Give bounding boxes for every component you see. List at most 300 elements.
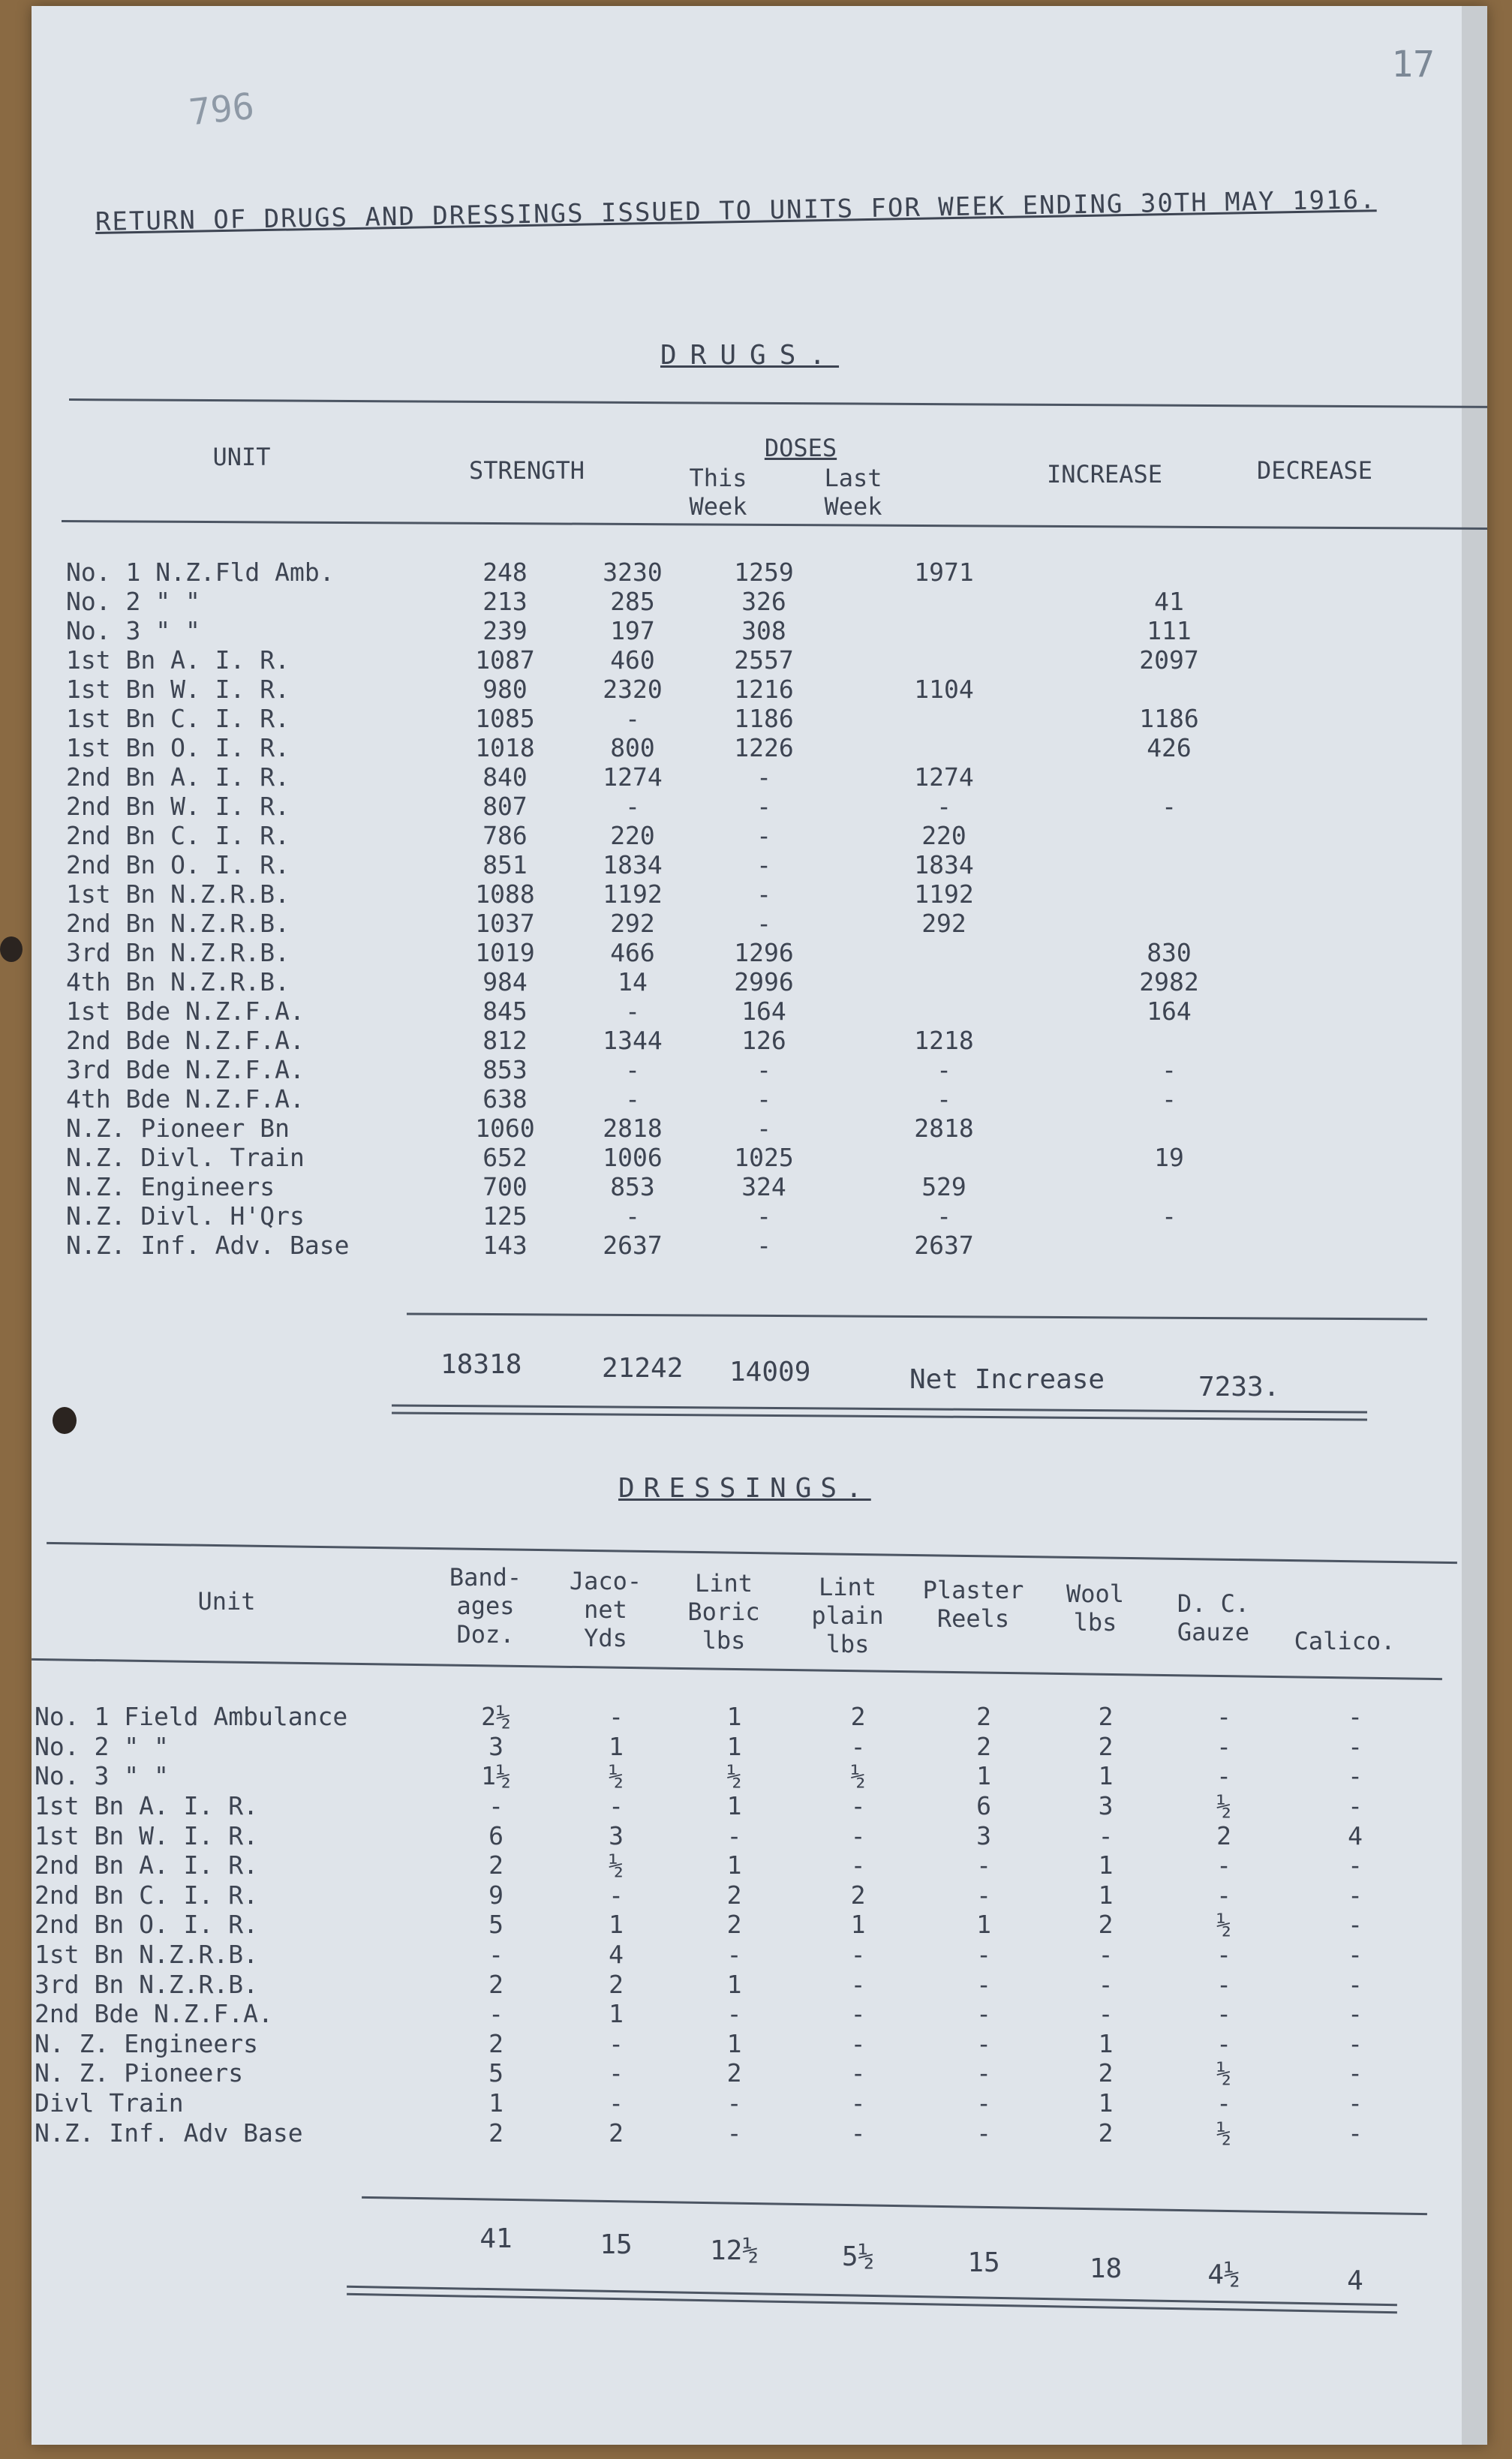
total-lint-boric: 12½ bbox=[709, 2235, 759, 2266]
lint-plain-value: - bbox=[850, 1850, 866, 1880]
calico-value: - bbox=[1348, 1940, 1363, 1970]
unit-name: 1st Bn A. I. R. bbox=[66, 645, 290, 675]
jaconet-value: - bbox=[609, 1791, 624, 1821]
dc-gauze-value: ½ bbox=[1216, 2118, 1231, 2148]
calico-value: - bbox=[1348, 1910, 1363, 1940]
jaconet-value: ½ bbox=[609, 1850, 624, 1880]
dc-gauze-value: - bbox=[1216, 1731, 1231, 1761]
dc-gauze-value: - bbox=[1216, 1940, 1231, 1970]
dc-gauze-value: ½ bbox=[1216, 1910, 1231, 1940]
this-week-value: 2637 bbox=[603, 1231, 663, 1260]
decrease-value: 19 bbox=[1154, 1143, 1184, 1172]
last-week-value: 2996 bbox=[734, 967, 794, 997]
table-row bbox=[32, 1940, 1426, 1970]
table-row bbox=[63, 938, 1282, 967]
table-row bbox=[32, 1969, 1426, 1999]
header-strength: STRENGTH bbox=[468, 456, 585, 485]
increase-value bbox=[831, 704, 1057, 733]
dc-gauze-value: - bbox=[1216, 1702, 1231, 1732]
decrease-value bbox=[1057, 762, 1282, 792]
lint-boric-value: 2 bbox=[726, 2058, 742, 2088]
unit-name: 2nd Bn O. I. R. bbox=[66, 850, 290, 879]
wool-value: 2 bbox=[1098, 2118, 1114, 2148]
calico-value: - bbox=[1348, 1999, 1363, 2029]
lint-plain-value: - bbox=[850, 2118, 866, 2148]
decrease-value: 111 bbox=[1147, 616, 1192, 645]
unit-name: 1st Bn A. I. R. bbox=[35, 1791, 259, 1821]
strength-value: 700 bbox=[482, 1172, 528, 1201]
lint-plain-value: 1 bbox=[850, 1910, 866, 1940]
strength-value: 840 bbox=[482, 762, 528, 792]
plaster-value: 3 bbox=[976, 1820, 991, 1850]
double-rule bbox=[392, 1411, 1367, 1420]
wool-value: - bbox=[1098, 1969, 1114, 1999]
table-row bbox=[32, 1850, 1426, 1880]
last-week-value: 126 bbox=[741, 1026, 786, 1055]
strength-value: 239 bbox=[482, 616, 528, 645]
table-row bbox=[63, 1026, 1282, 1055]
divider bbox=[69, 398, 1487, 408]
total-bandages: 41 bbox=[479, 2223, 513, 2254]
table-row bbox=[63, 792, 1282, 821]
total-wool: 18 bbox=[1089, 2253, 1123, 2284]
unit-name: 1st Bde N.Z.F.A. bbox=[66, 997, 305, 1026]
last-week-value: - bbox=[756, 909, 771, 938]
unit-name: 1st Bn N.Z.R.B. bbox=[66, 879, 290, 909]
this-week-value: 1274 bbox=[603, 762, 663, 792]
drugs-total-this-week: 21242 bbox=[602, 1353, 684, 1384]
unit-name: N. Z. Pioneers bbox=[35, 2058, 244, 2088]
header-last-week: Last Week bbox=[824, 464, 882, 521]
unit-name: N.Z. Inf. Adv Base bbox=[35, 2118, 303, 2148]
increase-value: 1274 bbox=[914, 762, 974, 792]
punch-hole bbox=[53, 1407, 77, 1434]
increase-value: - bbox=[936, 1084, 951, 1114]
header-doses: DOSES bbox=[764, 434, 837, 462]
wool-value: 1 bbox=[1098, 2088, 1114, 2118]
header-wool: Wool lbs bbox=[1066, 1580, 1125, 1637]
wool-value: - bbox=[1098, 1999, 1114, 2029]
table-row bbox=[32, 1880, 1426, 1910]
increase-value bbox=[831, 645, 1057, 675]
decrease-value bbox=[1057, 821, 1282, 850]
this-week-value: - bbox=[625, 1084, 640, 1114]
unit-name: 1st Bn C. I. R. bbox=[66, 704, 290, 733]
increase-value bbox=[831, 587, 1057, 616]
decrease-value bbox=[1057, 558, 1282, 587]
increase-value: 1218 bbox=[914, 1026, 974, 1055]
last-week-value: - bbox=[756, 1231, 771, 1260]
jaconet-value: - bbox=[609, 2028, 624, 2058]
jaconet-value: 1 bbox=[609, 1910, 624, 1940]
plaster-value: - bbox=[976, 1999, 991, 2029]
table-row bbox=[63, 1143, 1282, 1172]
jaconet-value: 3 bbox=[609, 1820, 624, 1850]
table-row bbox=[63, 967, 1282, 997]
lint-plain-value: 2 bbox=[850, 1880, 866, 1910]
total-plaster: 15 bbox=[967, 2247, 1000, 2278]
this-week-value: 853 bbox=[610, 1172, 655, 1201]
total-dc-gauze: 4½ bbox=[1207, 2259, 1240, 2290]
calico-value: - bbox=[1348, 1850, 1363, 1880]
jaconet-value: ½ bbox=[609, 1761, 624, 1791]
unit-name: 2nd Bde N.Z.F.A. bbox=[66, 1026, 305, 1055]
lint-boric-value: - bbox=[726, 1999, 742, 2029]
decrease-value: 830 bbox=[1147, 938, 1192, 967]
plaster-value: 1 bbox=[976, 1910, 991, 1940]
dc-gauze-value: - bbox=[1216, 1850, 1231, 1880]
table-row bbox=[32, 1732, 1426, 1762]
lint-plain-value: - bbox=[850, 2028, 866, 2058]
total-calico: 4 bbox=[1347, 2265, 1363, 2296]
dc-gauze-value: - bbox=[1216, 2088, 1231, 2118]
wool-value: 1 bbox=[1098, 1880, 1114, 1910]
table-row bbox=[63, 587, 1282, 616]
this-week-value: - bbox=[625, 1055, 640, 1084]
bandages-value: 2 bbox=[488, 2118, 503, 2148]
unit-name: 2nd Bn O. I. R. bbox=[35, 1910, 259, 1940]
drugs-section-title: DRUGS. bbox=[660, 340, 840, 371]
this-week-value: - bbox=[625, 792, 640, 821]
strength-value: 1060 bbox=[475, 1114, 535, 1143]
header-this-week: This Week bbox=[689, 464, 747, 521]
strength-value: 853 bbox=[482, 1055, 528, 1084]
bandages-value: 2 bbox=[488, 2028, 503, 2058]
last-week-value: 1025 bbox=[734, 1143, 794, 1172]
divider bbox=[362, 2196, 1427, 2215]
unit-name: 2nd Bde N.Z.F.A. bbox=[35, 1999, 273, 2029]
table-row bbox=[32, 1761, 1426, 1791]
this-week-value: - bbox=[625, 997, 640, 1026]
net-increase-value: 7233. bbox=[1198, 1372, 1280, 1402]
jaconet-value: 1 bbox=[609, 1731, 624, 1761]
plaster-value: - bbox=[976, 1880, 991, 1910]
calico-value: - bbox=[1348, 2058, 1363, 2088]
decrease-value: 41 bbox=[1154, 587, 1184, 616]
unit-name: 1st Bn W. I. R. bbox=[35, 1820, 259, 1850]
strength-value: 1018 bbox=[475, 733, 535, 762]
lint-boric-value: 1 bbox=[726, 1850, 742, 1880]
table-row bbox=[63, 821, 1282, 850]
strength-value: 1088 bbox=[475, 879, 535, 909]
bandages-value: - bbox=[488, 1791, 503, 1821]
unit-name: No. 1 N.Z.Fld Amb. bbox=[66, 558, 335, 587]
header-unit: UNIT bbox=[212, 443, 271, 471]
last-week-value: - bbox=[756, 879, 771, 909]
decrease-value: - bbox=[1162, 1084, 1177, 1114]
strength-value: 248 bbox=[482, 558, 528, 587]
this-week-value: 292 bbox=[610, 909, 655, 938]
lint-plain-value: 2 bbox=[850, 1702, 866, 1732]
lint-plain-value: - bbox=[850, 1820, 866, 1850]
unit-name: 4th Bn N.Z.R.B. bbox=[66, 967, 290, 997]
last-week-value: - bbox=[756, 1055, 771, 1084]
strength-value: 1085 bbox=[475, 704, 535, 733]
last-week-value: 308 bbox=[741, 616, 786, 645]
unit-name: 1st Bn W. I. R. bbox=[66, 675, 290, 704]
increase-value: - bbox=[936, 792, 951, 821]
last-week-value: - bbox=[756, 792, 771, 821]
last-week-value: - bbox=[756, 821, 771, 850]
strength-value: 786 bbox=[482, 821, 528, 850]
calico-value: - bbox=[1348, 2028, 1363, 2058]
increase-value: 1104 bbox=[914, 675, 974, 704]
last-week-value: - bbox=[756, 850, 771, 879]
lint-plain-value: - bbox=[850, 1940, 866, 1970]
this-week-value: 3230 bbox=[603, 558, 663, 587]
header-bandages: Band- ages Doz. bbox=[449, 1563, 522, 1649]
increase-value: 292 bbox=[921, 909, 966, 938]
table-row bbox=[32, 1702, 1426, 1732]
table-row bbox=[32, 1910, 1426, 1940]
lint-plain-value: - bbox=[850, 1731, 866, 1761]
header-increase: INCREASE bbox=[1046, 460, 1163, 488]
header-lint-boric: Lint Boric lbs bbox=[687, 1569, 760, 1655]
unit-name: N.Z. Inf. Adv. Base bbox=[66, 1231, 350, 1260]
wool-value: 2 bbox=[1098, 1702, 1114, 1732]
unit-name: No. 3 " " bbox=[35, 1761, 169, 1791]
strength-value: 125 bbox=[482, 1201, 528, 1231]
increase-value bbox=[831, 733, 1057, 762]
corner-mark: 17 bbox=[1391, 44, 1435, 86]
last-week-value: 2557 bbox=[734, 645, 794, 675]
increase-value bbox=[831, 997, 1057, 1026]
table-row bbox=[63, 1201, 1282, 1231]
this-week-value: 197 bbox=[610, 616, 655, 645]
this-week-value: 1344 bbox=[603, 1026, 663, 1055]
last-week-value: 324 bbox=[741, 1172, 786, 1201]
table-row bbox=[63, 1172, 1282, 1201]
lint-boric-value: 1 bbox=[726, 1969, 742, 1999]
unit-name: 3rd Bn N.Z.R.B. bbox=[35, 1969, 259, 1999]
last-week-value: - bbox=[756, 1114, 771, 1143]
dc-gauze-value: 2 bbox=[1216, 1820, 1231, 1850]
lint-plain-value: - bbox=[850, 1969, 866, 1999]
unit-name: 2nd Bn C. I. R. bbox=[66, 821, 290, 850]
this-week-value: 1192 bbox=[603, 879, 663, 909]
strength-value: 1019 bbox=[475, 938, 535, 967]
increase-value bbox=[831, 967, 1057, 997]
plaster-value: 1 bbox=[976, 1761, 991, 1791]
table-row bbox=[63, 909, 1282, 938]
dc-gauze-value: - bbox=[1216, 1999, 1231, 2029]
last-week-value: 1186 bbox=[734, 704, 794, 733]
last-week-value: 1226 bbox=[734, 733, 794, 762]
decrease-value bbox=[1057, 879, 1282, 909]
unit-name: No. 2 " " bbox=[35, 1731, 169, 1761]
decrease-value: 2097 bbox=[1139, 645, 1199, 675]
decrease-value bbox=[1057, 850, 1282, 879]
decrease-value bbox=[1057, 1231, 1282, 1260]
decrease-value: - bbox=[1162, 1201, 1177, 1231]
calico-value: - bbox=[1348, 1791, 1363, 1821]
calico-value: - bbox=[1348, 1969, 1363, 1999]
decrease-value: - bbox=[1162, 1055, 1177, 1084]
this-week-value: - bbox=[625, 704, 640, 733]
unit-name: No. 2 " " bbox=[66, 587, 200, 616]
document-title: RETURN OF DRUGS AND DRESSINGS ISSUED TO UNITS FOR WEEK ENDING 30TH MAY 1916. bbox=[95, 185, 1377, 237]
unit-name: No. 3 " " bbox=[66, 616, 200, 645]
this-week-value: 2818 bbox=[603, 1114, 663, 1143]
total-lint-plain: 5½ bbox=[841, 2241, 875, 2272]
last-week-value: - bbox=[756, 1201, 771, 1231]
plaster-value: - bbox=[976, 1850, 991, 1880]
decrease-value bbox=[1057, 675, 1282, 704]
lint-boric-value: - bbox=[726, 1940, 742, 1970]
unit-name: N.Z. Engineers bbox=[66, 1172, 275, 1201]
drugs-total-strength: 18318 bbox=[440, 1349, 522, 1380]
this-week-value: 14 bbox=[618, 967, 648, 997]
increase-value bbox=[831, 1143, 1057, 1172]
increase-value: 529 bbox=[921, 1172, 966, 1201]
this-week-value: 1834 bbox=[603, 850, 663, 879]
increase-value: - bbox=[936, 1055, 951, 1084]
strength-value: 845 bbox=[482, 997, 528, 1026]
unit-name: 1st Bn N.Z.R.B. bbox=[35, 1940, 259, 1970]
unit-name: 3rd Bde N.Z.F.A. bbox=[66, 1055, 305, 1084]
table-row bbox=[32, 2118, 1426, 2148]
calico-value: - bbox=[1348, 2088, 1363, 2118]
increase-value: 1192 bbox=[914, 879, 974, 909]
bandages-value: 2 bbox=[488, 1969, 503, 1999]
plaster-value: - bbox=[976, 2088, 991, 2118]
strength-value: 807 bbox=[482, 792, 528, 821]
increase-value: 2818 bbox=[914, 1114, 974, 1143]
strength-value: 652 bbox=[482, 1143, 528, 1172]
table-row bbox=[63, 704, 1282, 733]
last-week-value: 1296 bbox=[734, 938, 794, 967]
this-week-value: 285 bbox=[610, 587, 655, 616]
total-jaconet: 15 bbox=[600, 2229, 633, 2260]
table-row bbox=[63, 1084, 1282, 1114]
document-page bbox=[32, 6, 1487, 2445]
strength-value: 638 bbox=[482, 1084, 528, 1114]
wool-value: - bbox=[1098, 1940, 1114, 1970]
calico-value: - bbox=[1348, 2118, 1363, 2148]
unit-name: N.Z. Divl. Train bbox=[66, 1143, 305, 1172]
last-week-value: 326 bbox=[741, 587, 786, 616]
divider bbox=[32, 1658, 1442, 1680]
increase-value: - bbox=[936, 1201, 951, 1231]
strength-value: 143 bbox=[482, 1231, 528, 1260]
table-row bbox=[63, 733, 1282, 762]
this-week-value: 220 bbox=[610, 821, 655, 850]
table-row bbox=[63, 762, 1282, 792]
table-row bbox=[32, 1791, 1426, 1821]
lint-plain-value: - bbox=[850, 1791, 866, 1821]
jaconet-value: 2 bbox=[609, 1969, 624, 1999]
lint-plain-value: ½ bbox=[850, 1761, 866, 1791]
wool-value: 3 bbox=[1098, 1791, 1114, 1821]
dc-gauze-value: - bbox=[1216, 1880, 1231, 1910]
unit-name: 4th Bde N.Z.F.A. bbox=[66, 1084, 305, 1114]
decrease-value: 426 bbox=[1147, 733, 1192, 762]
jaconet-value: - bbox=[609, 1702, 624, 1732]
decrease-value: 164 bbox=[1147, 997, 1192, 1026]
calico-value: - bbox=[1348, 1702, 1363, 1732]
table-row bbox=[32, 1820, 1426, 1850]
header-plaster: Plaster Reels bbox=[922, 1576, 1024, 1633]
last-week-value: - bbox=[756, 762, 771, 792]
unit-name: 1st Bn O. I. R. bbox=[66, 733, 290, 762]
bandages-value: 5 bbox=[488, 1910, 503, 1940]
strength-value: 980 bbox=[482, 675, 528, 704]
bandages-value: 2 bbox=[488, 1850, 503, 1880]
wool-value: 1 bbox=[1098, 1761, 1114, 1791]
calico-value: 4 bbox=[1348, 1820, 1363, 1850]
increase-value bbox=[831, 616, 1057, 645]
bandages-value: - bbox=[488, 1999, 503, 2029]
jaconet-value: 2 bbox=[609, 2118, 624, 2148]
header-dc-gauze: D. C. Gauze bbox=[1177, 1589, 1250, 1646]
lint-plain-value: - bbox=[850, 1999, 866, 2029]
last-week-value: 164 bbox=[741, 997, 786, 1026]
calico-value: - bbox=[1348, 1731, 1363, 1761]
unit-name: No. 1 Field Ambulance bbox=[35, 1702, 348, 1732]
unit-name: 3rd Bn N.Z.R.B. bbox=[66, 938, 290, 967]
lint-boric-value: 1 bbox=[726, 1702, 742, 1732]
bandages-value: 1 bbox=[488, 2088, 503, 2118]
plaster-value: - bbox=[976, 2028, 991, 2058]
plaster-value: - bbox=[976, 2058, 991, 2088]
this-week-value: 2320 bbox=[603, 675, 663, 704]
table-row bbox=[32, 2058, 1426, 2088]
this-week-value: - bbox=[625, 1201, 640, 1231]
dressings-section-title: DRESSINGS. bbox=[618, 1473, 871, 1504]
unit-name: 2nd Bn A. I. R. bbox=[35, 1850, 259, 1880]
header-lint-plain: Lint plain lbs bbox=[811, 1573, 884, 1658]
bandages-value: 3 bbox=[488, 1731, 503, 1761]
table-row bbox=[63, 850, 1282, 879]
wool-value: - bbox=[1098, 1820, 1114, 1850]
dc-gauze-value: ½ bbox=[1216, 1791, 1231, 1821]
strength-value: 984 bbox=[482, 967, 528, 997]
table-row bbox=[63, 997, 1282, 1026]
lint-plain-value: - bbox=[850, 2058, 866, 2088]
bandages-value: 9 bbox=[488, 1880, 503, 1910]
wool-value: 1 bbox=[1098, 1850, 1114, 1880]
table-row bbox=[63, 1114, 1282, 1143]
header-unit: Unit bbox=[197, 1587, 256, 1616]
decrease-value: 2982 bbox=[1139, 967, 1199, 997]
lint-boric-value: 1 bbox=[726, 1731, 742, 1761]
calico-value: - bbox=[1348, 1761, 1363, 1791]
lint-boric-value: ½ bbox=[726, 1761, 742, 1791]
plaster-value: 2 bbox=[976, 1702, 991, 1732]
divider bbox=[407, 1312, 1427, 1320]
jaconet-value: - bbox=[609, 1880, 624, 1910]
table-row bbox=[32, 2029, 1426, 2059]
strength-value: 1037 bbox=[475, 909, 535, 938]
divider bbox=[62, 520, 1487, 530]
dc-gauze-value: - bbox=[1216, 2028, 1231, 2058]
strength-value: 812 bbox=[482, 1026, 528, 1055]
table-row bbox=[63, 616, 1282, 645]
bandages-value: 2½ bbox=[481, 1702, 511, 1732]
table-row bbox=[32, 2088, 1426, 2118]
table-row bbox=[63, 558, 1282, 587]
bandages-value: 1½ bbox=[481, 1761, 511, 1791]
unit-name: 2nd Bn N.Z.R.B. bbox=[66, 909, 290, 938]
unit-name: 2nd Bn C. I. R. bbox=[35, 1880, 259, 1910]
increase-value: 220 bbox=[921, 821, 966, 850]
header-calico: Calico. bbox=[1294, 1627, 1396, 1655]
table-row bbox=[63, 645, 1282, 675]
lint-boric-value: 2 bbox=[726, 1910, 742, 1940]
dc-gauze-value: - bbox=[1216, 1761, 1231, 1791]
header-decrease: DECREASE bbox=[1256, 456, 1373, 485]
net-increase-label: Net Increase bbox=[909, 1364, 1105, 1395]
